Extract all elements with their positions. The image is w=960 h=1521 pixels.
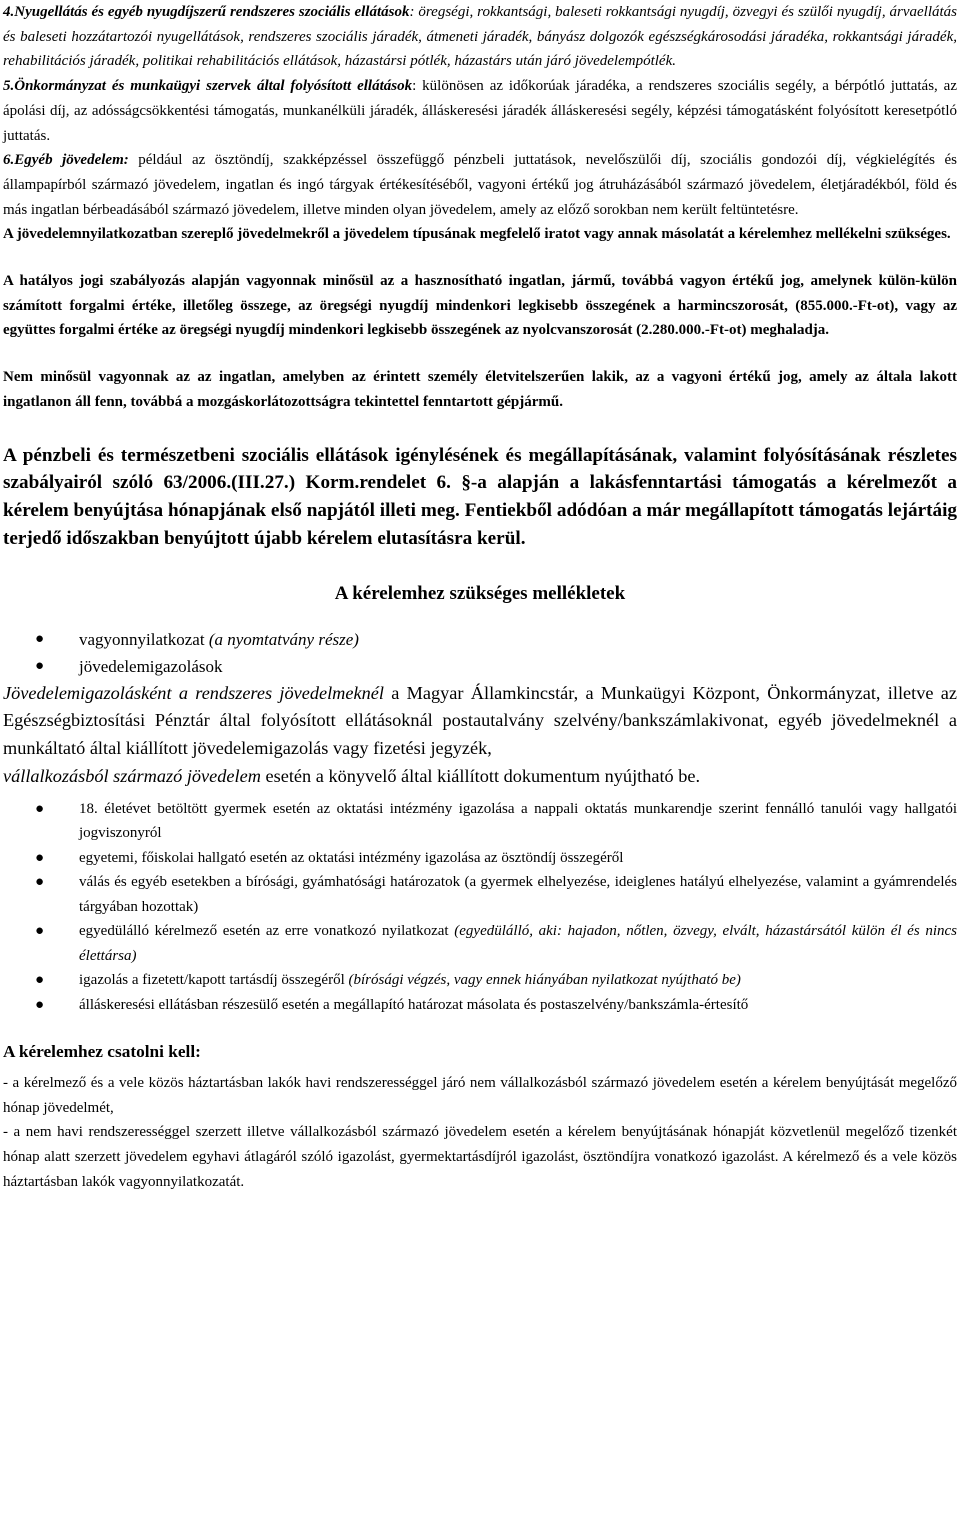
attachments-detail-list bbox=[3, 797, 957, 1018]
bullet-icon: ● bbox=[35, 996, 45, 1013]
list-item: ● egyetemi, főiskolai hallgató esetén az oktatási intézmény igazolása az ösztöndíj összegéről bbox=[3, 846, 957, 871]
list-item: ● vagyonnyilatkozat (a nyomtatvány része) bbox=[3, 626, 957, 653]
income-type-4-text: : öregségi, rokkantsági, baleseti rokkantsági nyugdíj, özvegyi és szülői nyugdíj, árvaellátás és baleseti hozzátartozói nyugellátások, rendszeres szociális járadék, átmeneti járadék, bányász dolgozók egészségkárosodási járadéka, rokkantsági járadék, rehabilitációs járadék, politikai rehabilitációs ellátások, házastársi pótlék, házastárs után járó jövedelempótlék. bbox=[3, 4, 958, 70]
to-attach-heading: A kérelemhez csatolni kell: bbox=[3, 1042, 201, 1062]
income-type-5-label: 5.Önkormányzat és munkaügyi szervek által folyósított ellátások bbox=[3, 78, 413, 95]
spacer bbox=[3, 553, 957, 580]
income-type-4 bbox=[3, 0, 957, 74]
list-item: ● válás és egyéb esetekben a bírósági, gyámhatósági határozatok (a gyermek elhelyezése, ideiglenes hatályú elhelyezése, valamint a gyámrendelés tárgyában hozottak) bbox=[3, 870, 957, 919]
bullet-icon: ● bbox=[35, 800, 45, 817]
wealth-exclusion: Nem minősül vagyonnak az az ingatlan, amelyben az érintett személy életvitelszerűen lakik, az a vagyoni értékű jog, amely az általa lakott ingatlanon áll fenn, továbbá a mozgáskorlátozottságra tekintettel fenntartott gépjármű. bbox=[3, 369, 957, 410]
income-attach-note: A jövedelemnyilatkozatban szereplő jövedelmekről a jövedelem típusának megfelelő iratot vagy annak másolatát a kérelemhez mellékelni szükséges. bbox=[3, 226, 951, 243]
list-item: ● jövedelemigazolások bbox=[3, 653, 957, 680]
income-type-6-label: 6.Egyéb jövedelem: bbox=[3, 152, 129, 169]
to-attach-paragraph-2: - a nem havi rendszerességgel szerzett illetve vállalkozásból származó jövedelem esetén a kérelem benyújtásának hónapját közvetlenül megelőző tizenkét hónap alatt szerzett jövedelem egyhavi átlagáról szóló igazolást, gyermektartásdíjról igazolást, ösztöndíjra vonatkozó igazolást. A kérelmező és a vele közös háztartásban lakók vagyonnyilatkozatát. bbox=[3, 1124, 957, 1190]
bullet-icon: ● bbox=[35, 972, 45, 989]
spacer bbox=[3, 247, 957, 269]
attachments-heading: A kérelemhez szükséges mellékletek bbox=[334, 582, 626, 604]
spacer bbox=[3, 415, 957, 442]
income-type-6 bbox=[3, 148, 957, 222]
bullet-icon: ● bbox=[35, 657, 45, 674]
regulation-paragraph: A pénzbeli és természetbeni szociális ellátások igénylésének és megállapításának, valamint folyósításának részletes szabályairól szóló 63/2006.(III.27.) Korm.rendelet 6. §-a alapján a lakásfenntartási támogatás a kérelmezőt a kérelem benyújtása hónapjának első napjától illeti meg. Fentiekből adódóan a már megállapított támogatás lejártáig terjedő időszakban benyújtott újabb kérelem elutasításra kerül. bbox=[3, 444, 957, 549]
income-type-4-label: 4.Nyugellátás és egyéb nyugdíjszerű rendszeres szociális ellátások bbox=[3, 4, 410, 20]
bullet-icon: ● bbox=[35, 923, 45, 940]
list-item: ● 18. életévet betöltött gyermek esetén az oktatási intézmény igazolása a nappali oktatás munkarendje szerint fennálló tanulói vagy hallgatói jogviszonyról bbox=[3, 797, 957, 846]
bullet-icon: ● bbox=[35, 630, 45, 647]
entrepreneur-paragraph: vállalkozásból származó jövedelem esetén a könyvelő által kiállított dokumentum nyújtható be. bbox=[3, 765, 701, 786]
spacer bbox=[3, 343, 957, 365]
to-attach-paragraph-1: - a kérelmező és a vele közös háztartásban lakók havi rendszerességgel járó nem vállalkozásból származó jövedelem esetén a kérelem benyújtását megelőző hónap jövedelmét, bbox=[3, 1075, 957, 1116]
list-item: ● igazolás a fizetett/kapott tartásdíj összegéről (bírósági végzés, vagy ennek hiányában nyilatkozat nyújtható be) bbox=[3, 968, 957, 993]
income-type-5 bbox=[3, 74, 957, 148]
spacer bbox=[3, 608, 957, 626]
list-item: ● álláskeresési ellátásban részesülő esetén a megállapító határozat másolata és postaszelvény/bankszámla-értesítő bbox=[3, 993, 957, 1018]
income-type-5-text: : különösen az időkorúak járadéka, a rendszeres szociális segély, a bérpótló juttatás, az ápolási díj, az adósságcsökkentési támogatás, munkanélküli járadék, álláskeresési járadék álláskeresési segély, képzési támogatásként folyósított keresetpótló juttatás. bbox=[3, 78, 957, 144]
attachments-main-list bbox=[3, 626, 957, 680]
spacer bbox=[3, 1017, 957, 1039]
income-type-6-text: például az ösztöndíj, szakképzéssel összefüggő pénzbeli juttatások, nevelőszülői díj, szociális gondozói díj, végkielégítés és állampapírból származó jövedelem, ingatlan és ingó tárgyak értékesítéséből, vagyoni értékű jog átruházásából származó jövedelem, életjáradékból, föld és más ingatlan bérbeadásából származó jövedelem, illetve minden olyan jövedelem, amely az előző sorokban nem került feltüntetésre. bbox=[3, 152, 957, 218]
bullet-icon: ● bbox=[35, 874, 45, 891]
wealth-definition: A hatályos jogi szabályozás alapján vagyonnak minősül az a hasznosítható ingatlan, jármű, továbbá vagyon értékű jog, amelynek külön-külön számított forgalmi értéke, illetőleg összege, az öregségi nyugdíj mindenkori legkisebb összegének a harmincszorosát, (855.000.-Ft-ot), vagy az együttes forgalmi értéke az öregségi nyugdíj mindenkori legkisebb összegének az nyolcvanszorosát (2.280.000.-Ft-ot) meghaladja. bbox=[3, 273, 957, 339]
list-item: ● egyedülálló kérelmező esetén az erre vonatkozó nyilatkozat (egyedülálló, aki: hajadon, nőtlen, özvegy, elvált, házastársától külön él és nincs élettársa) bbox=[3, 919, 957, 968]
income-proof-paragraph: Jövedelemigazolásként a rendszeres jövedelmeknél a Magyar Államkincstár, a Munkaügyi Központ, Önkormányzat, illetve az Egészségbiztosítási Pénztár által folyósított ellátásoknál postautalvány szelvény/bankszámlakivonat, egyéb jövedelmeknél a munkáltató által kiállított jövedelemigazolás vagy fizetési jegyzék, bbox=[3, 682, 957, 759]
bullet-icon: ● bbox=[35, 849, 45, 866]
